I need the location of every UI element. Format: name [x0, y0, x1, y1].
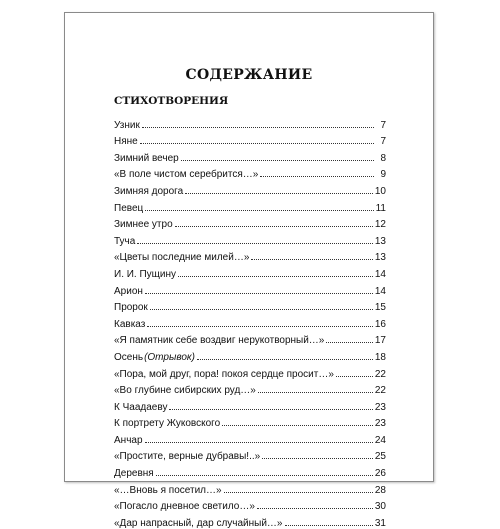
toc-entry-title: Пророк: [114, 302, 148, 314]
toc-entry-title: «Во глубине сибирских руд…»: [114, 385, 256, 397]
toc-entry-page: 16: [374, 318, 386, 330]
toc-entry-title: Деревня: [114, 468, 154, 480]
toc-entry-title: Певец: [114, 202, 144, 214]
toc-entry-page: 14: [374, 268, 386, 280]
toc-entry-title: К Чаадаеву: [114, 401, 168, 413]
toc-entry-page: 30: [374, 501, 386, 513]
toc-entry: [114, 131, 386, 148]
toc-entry-page: 12: [374, 219, 386, 231]
dot-leader: [222, 425, 373, 426]
dot-leader: [257, 508, 373, 509]
dot-leader: [197, 359, 373, 360]
toc-entry-title: Арион: [114, 285, 143, 297]
toc-entry-title: Узник: [114, 119, 140, 131]
toc-entry: [114, 230, 386, 247]
dot-leader: [260, 176, 374, 177]
toc-entry: [114, 396, 386, 413]
dot-leader: [145, 293, 373, 294]
toc-entry-title: Осень: [114, 351, 144, 363]
toc-entry-page: 31: [374, 517, 386, 529]
toc-entry-page: 13: [374, 252, 386, 264]
toc-entry-title: Туча: [114, 235, 136, 247]
toc-entry: [114, 280, 386, 297]
toc-entry-title: «Дар напрасный, дар случайный…»: [114, 517, 283, 529]
toc-entry-page: 18: [374, 351, 386, 363]
toc-entry: [114, 479, 386, 496]
toc-entry: [114, 429, 386, 446]
page-title: СОДЕРЖАНИЕ: [185, 67, 313, 83]
toc-entry-title: «Погасло дневное светило…»: [114, 501, 255, 513]
toc-entry: [114, 247, 386, 264]
toc-entry: [114, 413, 386, 430]
toc-entry-page: 7: [380, 136, 386, 148]
toc-entry-page: 17: [374, 335, 386, 347]
toc-entry: [114, 496, 386, 513]
dot-leader: [156, 475, 373, 476]
toc-entry-title: Анчар: [114, 434, 143, 446]
toc-entry: [114, 180, 386, 197]
toc-entry: [114, 164, 386, 181]
dot-leader: [145, 210, 373, 211]
toc-entry: [114, 197, 386, 214]
dot-leader: [175, 226, 373, 227]
dot-leader: [185, 193, 373, 194]
toc-entry-title: Кавказ: [114, 318, 146, 330]
toc-entry: [114, 462, 386, 479]
toc-entry-page: 13: [374, 235, 386, 247]
document-page: [64, 12, 434, 529]
toc-entry: [114, 147, 386, 164]
toc-entry-page: 8: [380, 152, 386, 164]
section-heading: СТИХОТВОРЕНИЯ: [114, 95, 229, 107]
dot-leader: [178, 276, 373, 277]
toc-entry-title: «Я памятник себе воздвиг нерукотворный…»: [114, 335, 325, 347]
toc-entry: [114, 363, 386, 380]
dot-leader: [169, 409, 372, 410]
dot-leader: [251, 259, 372, 260]
dot-leader: [285, 525, 373, 526]
toc-entry-title: Няне: [114, 136, 138, 148]
toc-entry-page: 23: [374, 418, 386, 430]
toc-entry-title: «В поле чистом серебрится…»: [114, 169, 259, 181]
toc-entry-title: Зимняя дорога: [114, 185, 184, 197]
toc-entry: [114, 330, 386, 347]
toc-entry-page: 11: [375, 202, 386, 214]
toc-entry: [114, 114, 386, 131]
toc-entry: [114, 446, 386, 463]
dot-leader: [147, 326, 373, 327]
toc-entry-page: 10: [374, 185, 386, 197]
toc-entry: [114, 297, 386, 314]
toc-entry-note: (Отрывок): [144, 351, 195, 363]
toc-entry-page: 28: [374, 484, 386, 496]
dot-leader: [336, 376, 373, 377]
toc-entry: [114, 263, 386, 280]
toc-entry-page: 22: [374, 385, 386, 397]
toc-entry-title: «…Вновь я посетил…»: [114, 484, 222, 496]
toc-entry-page: 9: [380, 169, 386, 181]
toc-entry-title: И. И. Пущину: [114, 268, 177, 280]
dot-leader: [145, 442, 373, 443]
dot-leader: [140, 143, 374, 144]
toc-entry-title: К портрету Жуковского: [114, 418, 221, 430]
dot-leader: [142, 127, 374, 128]
toc-entry-title: «Цветы последние милей…»: [114, 252, 250, 264]
dot-leader: [181, 160, 374, 161]
dot-leader: [326, 342, 373, 343]
toc-entry: [114, 313, 386, 330]
toc-entry-page: 25: [374, 451, 386, 463]
toc-entry-title: Зимнее утро: [114, 219, 173, 231]
dot-leader: [262, 458, 373, 459]
dot-leader: [224, 492, 373, 493]
toc-entry: [114, 214, 386, 231]
toc-entry-page: 26: [374, 468, 386, 480]
toc-entry-page: 23: [374, 401, 386, 413]
toc-entry-page: 7: [380, 119, 386, 131]
toc-entry-page: 15: [374, 302, 386, 314]
dot-leader: [150, 309, 373, 310]
dot-leader: [137, 243, 373, 244]
toc-entry-title: Зимний вечер: [114, 152, 179, 164]
dot-leader: [258, 392, 373, 393]
toc-entry-page: 24: [374, 434, 386, 446]
table-of-contents: [114, 114, 386, 529]
toc-entry-page: 22: [374, 368, 386, 380]
toc-entry-title: «Простите, верные дубравы!..»: [114, 451, 261, 463]
toc-entry-title: «Пора, мой друг, пора! покоя сердце просит…»: [114, 368, 334, 380]
toc-entry: [114, 512, 386, 529]
toc-entry: [114, 346, 386, 363]
toc-entry: [114, 380, 386, 397]
toc-entry-page: 14: [374, 285, 386, 297]
